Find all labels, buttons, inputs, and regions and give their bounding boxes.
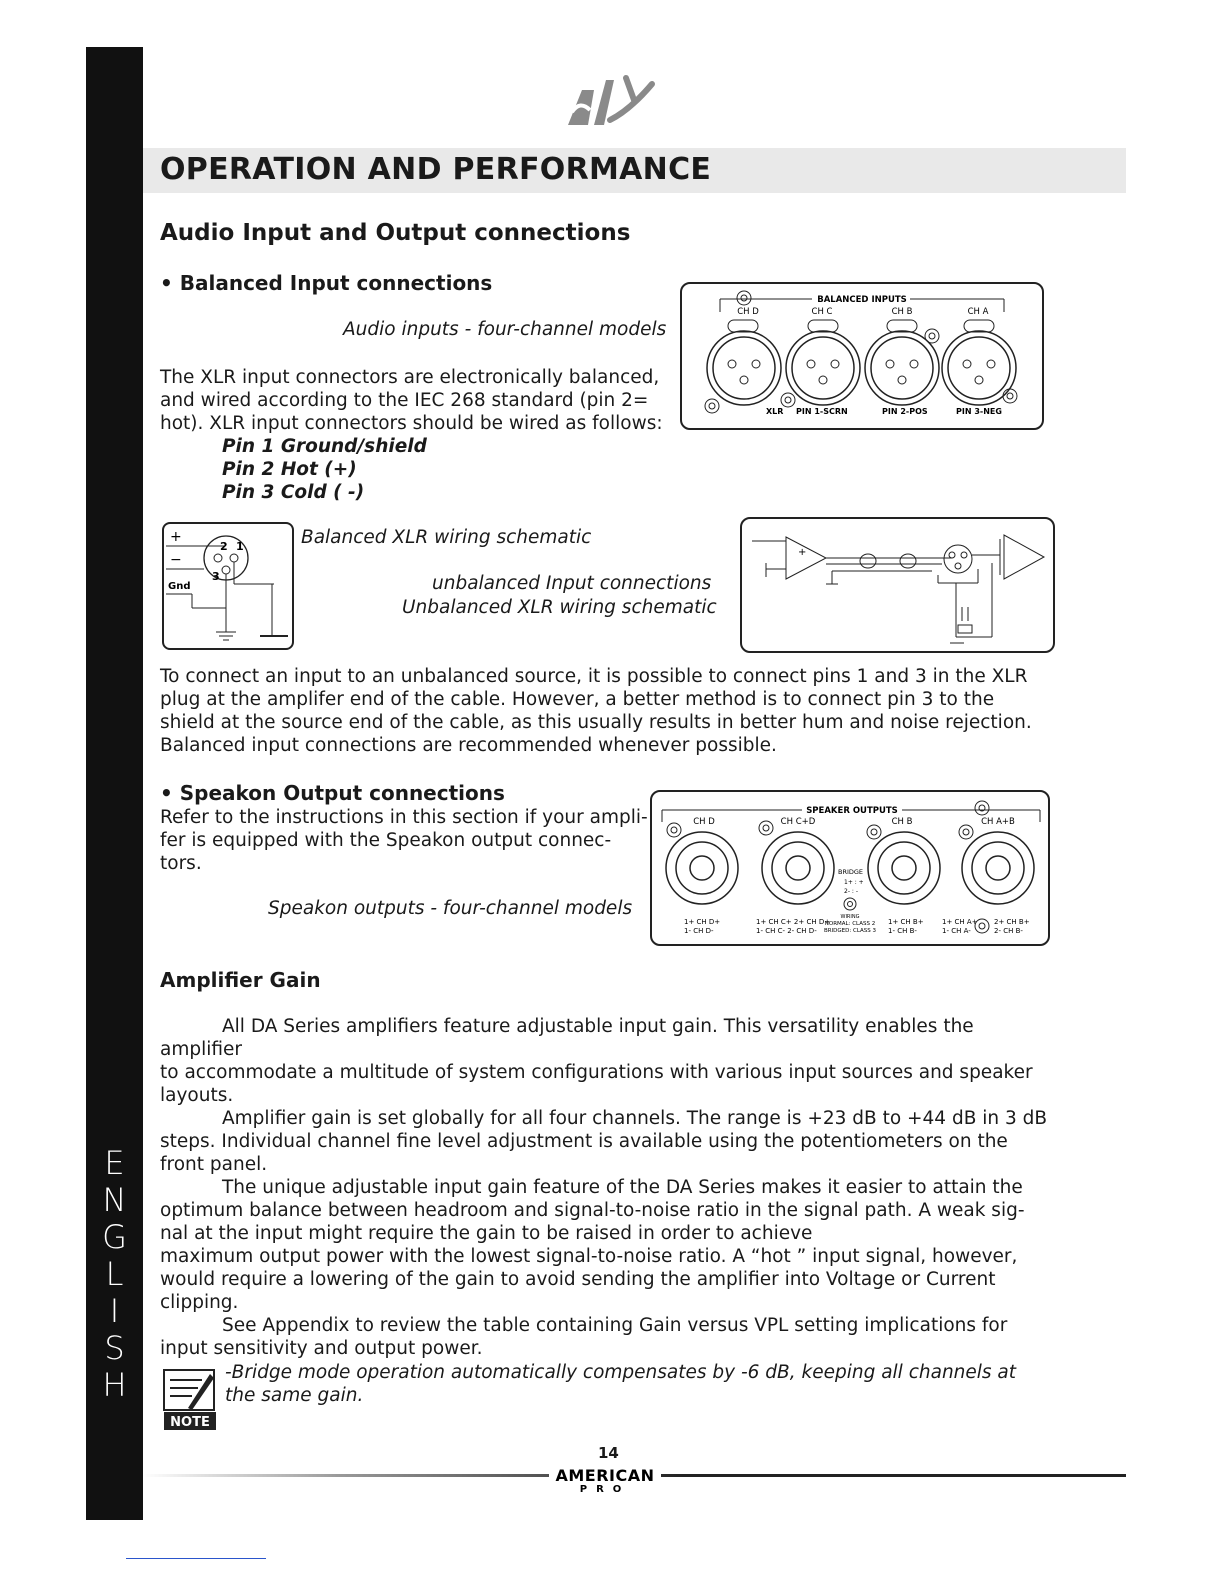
line-text: Amplifier gain is set globally for all four channels. The range is +23 dB to +44 dB in 3 dB <box>222 1108 1048 1129</box>
pin-list <box>222 435 427 504</box>
text-line: The XLR input connectors are electronically balanced, <box>160 367 660 388</box>
pin-number: 1 <box>236 540 244 553</box>
link-underline <box>126 1558 266 1559</box>
bridge-label: BRIDGE <box>838 868 864 876</box>
text-line: -Bridge mode operation automatically compensates by -6 dB, keeping all channels at <box>225 1362 1017 1383</box>
text-line: plug at the amplifer end of the cable. However, a better method is to connect pin 3 to the <box>160 689 995 710</box>
xlr-connector-icon <box>942 320 1017 405</box>
line-text: clipping. <box>160 1292 239 1313</box>
line-text: input sensitivity and output power. <box>160 1338 483 1359</box>
gain-paragraph <box>160 1015 1060 1360</box>
gain-lines <box>160 1015 1060 1360</box>
text-line <box>160 1268 1060 1291</box>
balanced-schematic-caption: Balanced XLR wiring schematic <box>301 527 592 548</box>
pin-label: PIN 2-POS <box>882 407 928 416</box>
audio-connections-heading: Audio Input and Output connections <box>160 220 631 246</box>
text-line: Refer to the instructions in this section if your ampli- <box>160 807 648 828</box>
channel-label: CH D <box>737 307 759 317</box>
pin-row: 1+ CH C+ 2+ CH D+ <box>756 918 831 926</box>
bridge-pin: 2- : - <box>844 888 858 895</box>
brand-bottom: PRO <box>579 1484 631 1493</box>
channel-label: CH D <box>693 817 715 827</box>
pin-label: XLR <box>766 407 784 416</box>
language-letter: I <box>109 1292 120 1330</box>
line-text: maximum output power with the lowest signal-to-noise ratio. A “hot ” input signal, however, <box>160 1246 1018 1267</box>
panel-title: SPEAKER OUTPUTS <box>806 806 898 816</box>
text-line <box>160 1153 1060 1176</box>
language-letter: N <box>102 1181 127 1219</box>
text-line <box>160 1222 1060 1245</box>
gnd-label: Gnd <box>168 581 191 592</box>
page-number: 14 <box>598 1444 619 1462</box>
unbalanced-caption: unbalanced Input connections <box>432 573 712 594</box>
balanced-caption: Audio inputs - four-channel models <box>343 319 667 340</box>
language-label <box>86 1145 143 1405</box>
balanced-schematic-panel <box>162 522 294 650</box>
line-text: See Appendix to review the table containing Gain versus VPL setting implications for <box>222 1315 1008 1336</box>
balanced-paragraph <box>160 366 663 435</box>
line-text: would require a lowering of the gain to avoid sending the amplifier into Voltage or Current <box>160 1269 996 1290</box>
text-line <box>160 1245 1060 1268</box>
line-text: The unique adjustable input gain feature of the DA Series makes it easier to attain the <box>222 1177 1023 1198</box>
wiring-label: BRIDGED: CLASS 3 <box>823 928 877 934</box>
pin-item: Pin 3 Cold ( -) <box>222 482 365 503</box>
line-text: nal at the input might require the gain to be raised in order to achieve <box>160 1223 813 1244</box>
text-line: tors. <box>160 853 202 874</box>
text-line: hot). XLR input connectors should be wired as follows: <box>160 413 663 434</box>
pin-number: 2 <box>220 540 228 553</box>
language-letter: S <box>104 1329 125 1367</box>
xlr-connector-icon <box>781 320 860 407</box>
text-line <box>160 1291 1060 1314</box>
text-line <box>160 1130 1060 1153</box>
pin-row: 2+ CH B+ <box>994 918 1030 926</box>
balanced-inputs-diagram <box>682 284 1042 428</box>
panel-title: BALANCED INPUTS <box>817 295 907 305</box>
wiring-label: NORMAL: CLASS 2 <box>824 921 876 927</box>
op-amp-plus-sign: + <box>798 547 807 558</box>
text-line: and wired according to the IEC 268 standard (pin 2= <box>160 390 649 411</box>
pin-label: PIN 3-NEG <box>956 407 1002 416</box>
minus-label: − <box>170 552 182 568</box>
xlr-wiring-schematic <box>164 524 292 648</box>
text-line: fer is equipped with the Speakon output connec- <box>160 830 612 851</box>
channel-label: CH C+D <box>780 817 816 827</box>
line-text: All DA Series amplifiers feature adjustable input gain. This versatility enables the amplifier <box>160 1016 974 1060</box>
xlr-connector-icon <box>865 320 939 405</box>
american-pro-logo <box>545 1459 665 1493</box>
plus-label: + <box>170 529 182 545</box>
text-line <box>160 1084 1060 1107</box>
speaker-outputs-panel <box>650 790 1050 946</box>
amplifier-gain-heading: Amplifier Gain <box>160 968 321 992</box>
note-text <box>225 1361 1016 1407</box>
pin-row: 1- CH A- <box>942 927 971 935</box>
pin-row: 2- CH B- <box>994 927 1023 935</box>
pin-row: 1+ CH A+ <box>942 918 978 926</box>
brand-logo-icon <box>560 70 660 140</box>
pin-row: 1- CH B- <box>888 927 917 935</box>
text-line: the same gain. <box>225 1385 364 1406</box>
channel-label: CH C <box>811 307 833 317</box>
text-line <box>160 1199 1060 1222</box>
pin-item: Pin 1 Ground/shield <box>222 436 427 457</box>
speakon-connector-icon <box>666 823 738 904</box>
language-letter: E <box>104 1144 125 1182</box>
note-icon <box>162 1368 218 1432</box>
speakon-caption: Speakon outputs - four-channel models <box>268 898 633 919</box>
pin-item: Pin 2 Hot (+) <box>222 459 357 480</box>
text-line <box>160 1176 1060 1199</box>
line-text: layouts. <box>160 1085 234 1106</box>
bridge-pin: 1+ : + <box>844 879 864 886</box>
speaker-outputs-diagram <box>652 792 1048 944</box>
balanced-heading: • Balanced Input connections <box>160 271 493 295</box>
text-line: Balanced input connections are recommended whenever possible. <box>160 735 777 756</box>
unbalanced-schematic-panel <box>740 517 1055 653</box>
pin-row: 1- CH D- <box>684 927 714 935</box>
text-line <box>160 1061 1060 1084</box>
channel-label: CH B <box>891 307 913 317</box>
channel-label: CH B <box>891 817 913 827</box>
pin-row: 1+ CH B+ <box>888 918 924 926</box>
text-line <box>160 1314 1060 1337</box>
text-line: To connect an input to an unbalanced source, it is possible to connect pins 1 and 3 in the XLR <box>160 666 1028 687</box>
language-letter: G <box>102 1218 127 1256</box>
pin-number: 3 <box>212 570 220 583</box>
language-letter: L <box>105 1255 124 1293</box>
language-letter: H <box>102 1366 127 1404</box>
speakon-connector-icon <box>867 825 940 904</box>
unbalanced-paragraph <box>160 665 1032 757</box>
pin-row: 1+ CH D+ <box>684 918 721 926</box>
text-line <box>160 1015 1060 1061</box>
unbalanced-wiring-schematic <box>742 519 1053 651</box>
text-line: shield at the source end of the cable, as this usually results in better hum and noise rejection. <box>160 712 1032 733</box>
speakon-heading: • Speakon Output connections <box>160 781 505 805</box>
note-label: NOTE <box>170 1415 210 1430</box>
text-line <box>160 1107 1060 1130</box>
brand-top: AMERICAN <box>555 1466 655 1485</box>
pin-row: 1- CH C- 2- CH D- <box>756 927 817 935</box>
channel-label: CH A <box>967 307 989 317</box>
speakon-connector-icon <box>759 821 834 904</box>
line-text: to accommodate a multitude of system configurations with various input sources and speaker <box>160 1062 1033 1083</box>
speakon-paragraph <box>160 806 648 875</box>
balanced-inputs-panel <box>680 282 1044 430</box>
line-text: steps. Individual channel fine level adjustment is available using the potentiometers on the <box>160 1131 1008 1152</box>
channel-label: CH A+B <box>981 817 1015 827</box>
wiring-label: WIRING <box>840 914 860 920</box>
pin-label: PIN 1-SCRN <box>796 407 848 416</box>
text-line <box>160 1337 1060 1360</box>
section-title: OPERATION AND PERFORMANCE <box>160 152 712 187</box>
unbalanced-schematic-caption: Unbalanced XLR wiring schematic <box>402 597 717 618</box>
line-text: optimum balance between headroom and signal-to-noise ratio in the signal path. A weak sig- <box>160 1200 1025 1221</box>
line-text: front panel. <box>160 1154 268 1175</box>
